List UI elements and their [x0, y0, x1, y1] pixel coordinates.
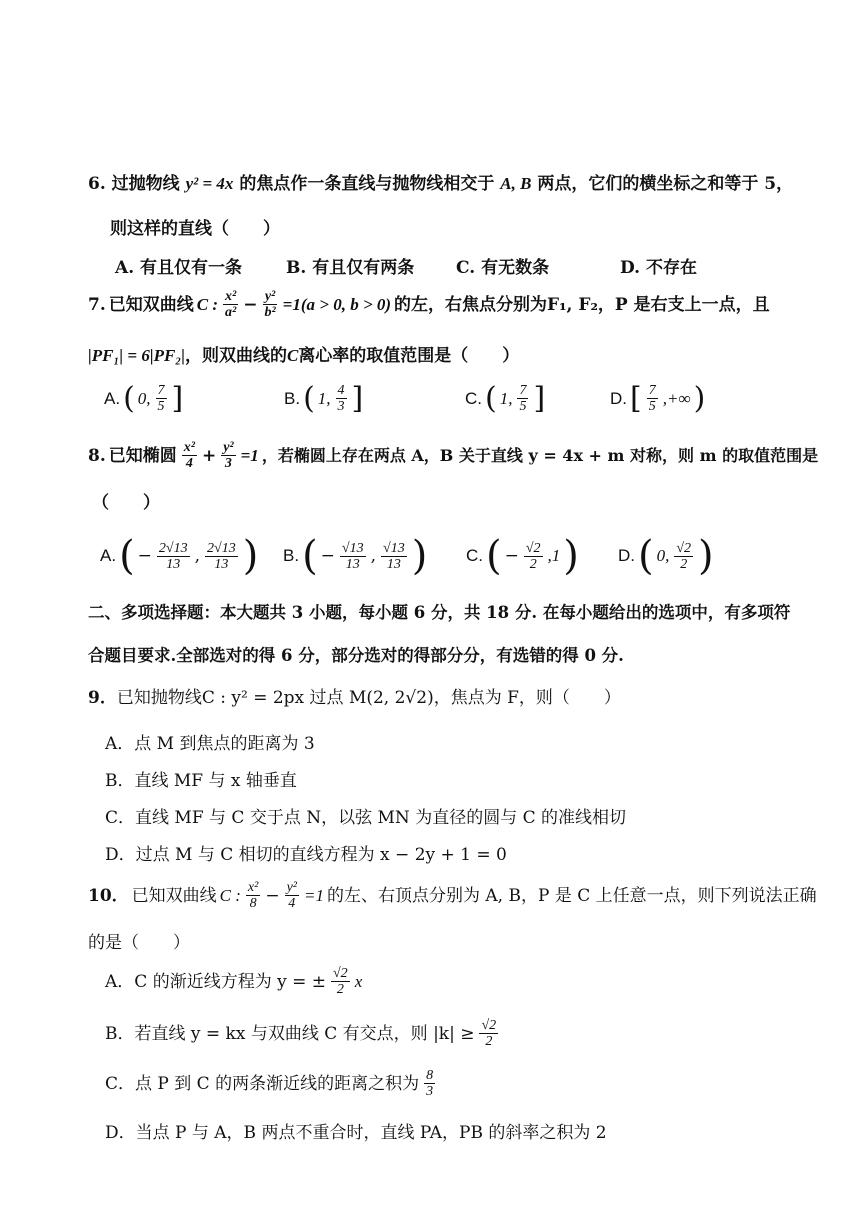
fraction: $\frac{\text{x²}}{4}$ [183, 440, 195, 471]
curve-name: C : [196, 294, 218, 314]
question-9-stem [88, 686, 621, 710]
option-c: C．点 P 到 C 的两条渐近线的距离之积为 $\frac{8}{3}$ [105, 1068, 434, 1099]
question-number: 9． [88, 688, 117, 708]
math-expression: |PF₁| = 6|PF₂| [88, 346, 185, 365]
math-expression: =1 [304, 885, 324, 905]
option-d: D. 不存在 [620, 258, 697, 278]
question-text: 过抛物线 [111, 174, 180, 194]
option-a: A. ( 0, $\frac{7}{5}$ ] [104, 380, 184, 416]
question-number: 10． [88, 885, 129, 906]
option-d: D. ( 0, $\frac{√2}{2}$ ) [618, 533, 714, 579]
question-8-line-1: 8. 已知椭圆 $\frac{\text{x²}}{4}$ + $\frac{\text{y²}}{3}$ =1 ，若椭圆上存在两点 A，B 关于直线 y = 4x + m 对称，则 m 的取值范围是 [88, 440, 819, 471]
question-6-line-1 [88, 172, 793, 196]
question-10-line-1: 10． 已知双曲线 C : $\frac{\text{x²}}{8}$ − $\frac{\text{y²}}{4}$ =1 的左、右顶点分别为 A, B，P 是 C 上任意一点，则下列说法正确 [88, 880, 817, 911]
question-text: 已知双曲线 [131, 885, 217, 906]
option-a: A．点 M 到焦点的距离为 3 [105, 734, 315, 754]
question-number: 8. [88, 445, 106, 466]
question-text: 的左，右焦点分别为F₁, F₂，P 是右支上一点，且 [394, 294, 770, 315]
option-d: D. [ $\frac{7}{5}$ ,+∞ ) [610, 380, 706, 416]
section-heading: 二、多项选择题：本大题共 3 小题，每小题 6 分，共 18 分. 在每小题给出的选项中，有多项符 [88, 603, 791, 622]
option-c: C. ( − $\frac{√2}{2}$ ,1 ) [466, 533, 579, 579]
option-b: B. ( − $\frac{√13}{13}$ , $\frac{√13}{13}$ ) [283, 533, 428, 579]
question-text: 已知抛物线C : y² = 2px 过点 M(2, 2√2)，焦点为 F，则（ ） [116, 688, 621, 708]
question-text: 已知双曲线 [108, 294, 194, 315]
question-6-line-2: 则这样的直线（ ） [110, 219, 280, 239]
question-text: 的左、右顶点分别为 A, B，P 是 C 上任意一点，则下列说法正确 [327, 885, 817, 906]
question-text: 两点，它们的横坐标之和等于 5， [537, 174, 794, 194]
option-a: A. 有且仅有一条 [115, 258, 243, 278]
math-expression: A, B [500, 174, 532, 193]
fraction: $\frac{\text{y²}}{4}$ [286, 880, 298, 911]
math-expression: =1 [240, 445, 259, 465]
section-instructions: 合题目要求.全部选对的得 6 分，部分选对的得部分分，有选错的得 0 分. [88, 646, 624, 665]
question-text: 离心率的取值范围是（ ） [298, 346, 520, 366]
option-a: A. ( − $\frac{2√13}{13}$ , $\frac{2√13}{13}$ ) [100, 533, 259, 579]
question-7-line-2 [88, 344, 519, 368]
option-d: D．过点 M 与 C 相切的直线方程为 x − 2y + 1 = 0 [105, 845, 507, 865]
math-expression: =1(a > 0, b > 0) [282, 294, 392, 314]
option-c: C. 有无数条 [456, 258, 550, 278]
question-number: 6. [88, 174, 106, 194]
question-10-line-2: 的是（ ） [88, 933, 190, 953]
curve-name: C : [219, 885, 241, 905]
fraction: $\frac{\text{y²}}{3}$ [223, 440, 234, 471]
question-text: ，则双曲线的 [184, 346, 287, 366]
fraction: $\frac{\text{y²}}{\text{b²}}$ [264, 289, 276, 320]
question-text: ，若椭圆上存在两点 A，B 关于直线 y = 4x + m 对称，则 m 的取值范围是 [261, 445, 819, 465]
option-b: B．直线 MF 与 x 轴垂直 [105, 771, 297, 791]
fraction: $\frac{\text{x²}}{\text{a²}}$ [225, 289, 237, 320]
question-number: 7. [88, 294, 106, 315]
option-c: C．直线 MF 与 C 交于点 N，以弦 MN 为直径的圆与 C 的准线相切 [105, 808, 627, 828]
question-text: 已知椭圆 [108, 445, 177, 466]
curve-name: C [286, 346, 299, 365]
question-7-line-1: 7. 已知双曲线 C : $\frac{\text{x²}}{\text{a²}}$ − $\frac{\text{y²}}{\text{b²}}$ =1(a > 0, b > 0) 的左，右焦点分别为F₁, F₂，P 是右支上一点，且 [88, 289, 770, 320]
option-a: A．C 的渐近线方程为 y = ± $\frac{√2}{2}$ x [105, 966, 363, 997]
option-c: C. ( 1, $\frac{7}{5}$ ] [465, 380, 546, 416]
option-b: B．若直线 y = kx 与双曲线 C 有交点，则 |k| ≥ $\frac{√2}{2}$ [105, 1018, 497, 1049]
question-8-line-2: （ ） [92, 493, 160, 513]
math-expression: y² = 4x [185, 174, 234, 193]
fraction: $\frac{\text{x²}}{8}$ [247, 880, 259, 911]
option-b: B. 有且仅有两条 [286, 258, 415, 278]
option-b: B. ( 1, $\frac{4}{3}$ ] [284, 380, 364, 416]
option-d: D．当点 P 与 A，B 两点不重合时，直线 PA，PB 的斜率之积为 2 [105, 1123, 607, 1143]
question-text: 的焦点作一条直线与抛物线相交于 [239, 174, 495, 194]
